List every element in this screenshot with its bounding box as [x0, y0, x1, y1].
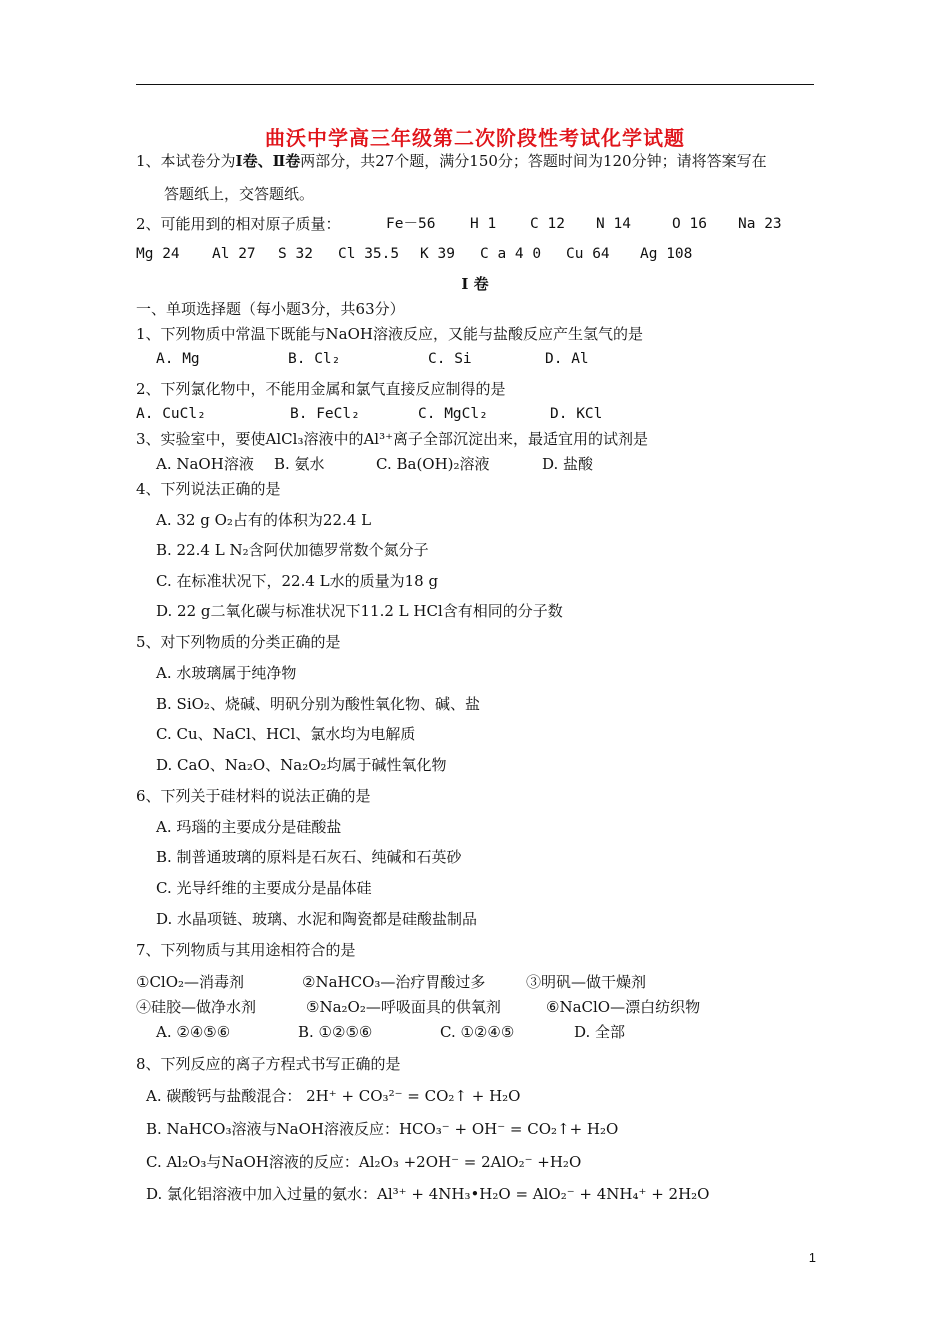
instruction-1-text-cont: 两部分，共27个题，满分150分；答题时间为120分钟；请将答案写在 — [300, 152, 767, 170]
option: B. 22.4 L N₂含阿伏加德罗常数个氮分子 — [156, 541, 429, 559]
question-5: 5、对下列物质的分类正确的是 — [136, 633, 341, 651]
instruction-1-bold: Ⅰ卷、Ⅱ卷 — [235, 152, 301, 170]
option: B. SiO₂、烧碱、明矾分别为酸性氧化物、碱、盐 — [156, 695, 480, 713]
option: D. 水晶项链、玻璃、水泥和陶瓷都是硅酸盐制品 — [156, 910, 478, 928]
option: C. 在标准状况下，22.4 L水的质量为18 g — [156, 572, 439, 590]
option: A. 碳酸钙与盐酸混合： 2H⁺ + CO₃²⁻ = CO₂↑ + H₂O — [146, 1087, 521, 1105]
mass-item: C 12 — [530, 216, 565, 232]
instruction-1 — [136, 152, 767, 170]
option: C. Cu、NaCl、HCl、氯水均为电解质 — [156, 725, 416, 743]
question-7: 7、下列物质与其用途相符合的是 — [136, 941, 356, 959]
option: B. NaHCO₃溶液与NaOH溶液反应：HCO₃⁻ + OH⁻ = CO₂↑+ H₂O — [146, 1120, 619, 1138]
question-8: 8、下列反应的离子方程式书写正确的是 — [136, 1055, 401, 1073]
volume-heading: Ⅰ 卷 — [461, 275, 489, 293]
mass-item: H 1 — [470, 216, 497, 232]
option: A. NaOH溶液 — [156, 455, 254, 473]
option: D. Al — [545, 351, 589, 367]
option: D. KCl — [550, 406, 603, 422]
section-heading: 一、单项选择题（每小题3分，共63分） — [136, 300, 405, 318]
option: C. MgCl₂ — [418, 406, 488, 422]
q7-item: ⑤Na₂O₂—呼吸面具的供氧剂 — [306, 998, 501, 1016]
mass-item: Al 27 — [212, 246, 256, 262]
option: B. FeCl₂ — [290, 406, 360, 422]
mass-item: Na 23 — [738, 216, 782, 232]
question-3: 3、实验室中，要使AlCl₃溶液中的Al³⁺离子全部沉淀出来，最适宜用的试剂是 — [136, 430, 649, 448]
question-2: 2、下列氯化物中，不能用金属和氯气直接反应制得的是 — [136, 380, 506, 398]
mass-item: Cl 35.5 — [338, 246, 400, 262]
mass-item: K 39 — [420, 246, 455, 262]
exam-title: 曲沃中学高三年级第二次阶段性考试化学试题 — [265, 126, 685, 150]
q7-item: ③明矾—做干燥剂 — [526, 973, 647, 991]
page-number: 1 — [808, 1250, 816, 1265]
mass-item: O 16 — [672, 216, 707, 232]
option: B. ①②⑤⑥ — [298, 1023, 373, 1041]
mass-item: N 14 — [596, 216, 631, 232]
option: C. 光导纤维的主要成分是晶体硅 — [156, 879, 372, 897]
mass-item: S 32 — [278, 246, 313, 262]
mass-item: Cu 64 — [566, 246, 610, 262]
question-1: 1、下列物质中常温下既能与NaOH溶液反应，又能与盐酸反应产生氢气的是 — [136, 325, 643, 343]
option: C. Al₂O₃与NaOH溶液的反应：Al₂O₃ +2OH⁻ = 2AlO₂⁻ +H₂O — [146, 1153, 582, 1171]
question-6: 6、下列关于硅材料的说法正确的是 — [136, 787, 371, 805]
option: B. 制普通玻璃的原料是石灰石、纯碱和石英砂 — [156, 848, 462, 866]
instruction-1-text: 1、本试卷分为 — [136, 152, 236, 170]
option: C. Ba(OH)₂溶液 — [376, 455, 490, 473]
option: B. Cl₂ — [288, 351, 341, 367]
option: D. 全部 — [574, 1023, 626, 1041]
q7-item: ④硅胶—做净水剂 — [136, 998, 257, 1016]
option: C. Si — [428, 351, 472, 367]
option: A. 玛瑙的主要成分是硅酸盐 — [156, 818, 342, 836]
option: A. Mg — [156, 351, 200, 367]
option: D. 22 g二氧化碳与标准状况下11.2 L HCl含有相同的分子数 — [156, 602, 563, 620]
option: D. 盐酸 — [542, 455, 594, 473]
option: A. CuCl₂ — [136, 406, 206, 422]
option: D. 氯化铝溶液中加入过量的氨水：Al³⁺ + 4NH₃•H₂O = AlO₂⁻ + 4NH₄⁺ + 2H₂O — [146, 1185, 710, 1203]
option: B. 氨水 — [274, 455, 325, 473]
mass-item: Ag 108 — [640, 246, 693, 262]
instruction-2: 2、可能用到的相对原子质量： — [136, 215, 341, 233]
option: D. CaO、Na₂O、Na₂O₂均属于碱性氧化物 — [156, 756, 447, 774]
mass-item: C a 4 0 — [480, 246, 542, 262]
option: A. ②④⑤⑥ — [156, 1023, 231, 1041]
header-rule — [136, 84, 814, 85]
option: A. 32 g O₂占有的体积为22.4 L — [156, 511, 372, 529]
option: C. ①②④⑤ — [440, 1023, 515, 1041]
q7-item: ⑥NaClO—漂白纺织物 — [546, 998, 701, 1016]
q7-item: ②NaHCO₃—治疗胃酸过多 — [302, 973, 486, 991]
instruction-1-line2: 答题纸上，交答题纸。 — [164, 185, 315, 203]
question-4: 4、下列说法正确的是 — [136, 480, 281, 498]
mass-item: Mg 24 — [136, 246, 180, 262]
q7-item: ①ClO₂—消毒剂 — [136, 973, 245, 991]
option: A. 水玻璃属于纯净物 — [156, 664, 297, 682]
mass-item: Fe－56 — [386, 216, 436, 232]
